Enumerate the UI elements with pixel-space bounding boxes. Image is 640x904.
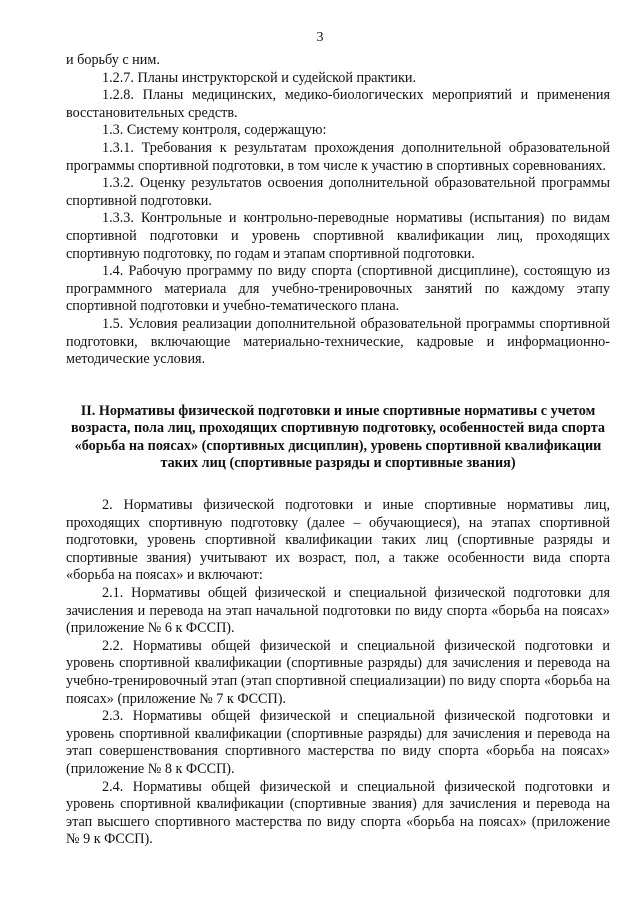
- page-number: 3: [316, 30, 324, 45]
- section-heading: II. Нормативы физической подготовки и иные спортивные нормативы с учетом возраста, пола лиц, проходящих спортивную подготовку, особенностей вида спорта «борьба на поясах» (спортивных дисциплин), уровень спортивной квалификации таких лиц (спортивные разряды и спортивные звания): [70, 402, 605, 472]
- paragraph: 1.3.3. Контрольные и контрольно-переводные нормативы (испытания) по видам спортивной подготовки и уровень спортивной квалификации лиц, проходящих спортивную подготовку, по годам и этапам спортивной подготовки.: [66, 210, 610, 262]
- paragraph: 2.4. Нормативы общей физической и специальной физической подготовки и уровень спортивной квалификации (спортивные звания) для зачисления и перевода на этап высшего спортивного мастерства по виду спорта «борьба на поясах» (приложение № 9 к ФССП).: [66, 778, 610, 848]
- paragraph: 1.3.1. Требования к результатам прохождения дополнительной образовательной программы спортивной подготовки, в том числе к участию в спортивных соревнованиях.: [66, 139, 610, 174]
- paragraph: 1.2.7. Планы инструкторской и судейской практики.: [102, 69, 416, 86]
- paragraph: 1.3. Систему контроля, содержащую:: [102, 122, 327, 139]
- paragraph: 2.3. Нормативы общей физической и специальной физической подготовки и уровень спортивной квалификации (спортивные разряды) для зачисления и перевода на этап совершенствования спортивного мастерства по виду спорта «борьба на поясах» (приложение № 8 к ФССП).: [66, 708, 610, 777]
- paragraph: 2. Нормативы физической подготовки и иные спортивные нормативы лиц, проходящих спортивную подготовку (далее – обучающиеся), на этапах спортивной подготовки, уровень спортивной квалификации таких лиц (спортивные разряды и спортивные звания) учитывают их возраст, пол, а также особенности вида спорта «борьба на поясах» и включают:: [66, 497, 610, 584]
- paragraph: 1.3.2. Оценку результатов освоения дополнительной образовательной программы спортивной подготовки.: [66, 175, 610, 209]
- paragraph: 1.4. Рабочую программу по виду спорта (спортивной дисциплине), состоящую из программного материала для учебно-тренировочных занятий по каждому этапу спортивной подготовки и учебно-тематического плана.: [66, 263, 610, 315]
- paragraph: 1.2.8. Планы медицинских, медико-биологических мероприятий и применения восстановительных средств.: [66, 87, 610, 121]
- paragraph: 1.5. Условия реализации дополнительной образовательной программы спортивной подготовки, включающие материально-технические, кадровые и информационно-методические условия.: [66, 315, 610, 368]
- document-body: [66, 52, 610, 849]
- paragraph: и борьбу с ним.: [66, 52, 160, 68]
- paragraph: 2.2. Нормативы общей физической и специальной физической подготовки и уровень спортивной квалификации (спортивные разряды) для зачисления и перевода на учебно-тренировочный этап (этап спортивной специализации) по виду спорта «борьба на поясах» (приложение № 7 к ФССП).: [66, 637, 610, 707]
- paragraph: 2.1. Нормативы общей физической и специальной физической подготовки для зачисления и перевода на этап начальной подготовки по виду спорта «борьба на поясах» (приложение № 6 к ФССП).: [66, 585, 610, 637]
